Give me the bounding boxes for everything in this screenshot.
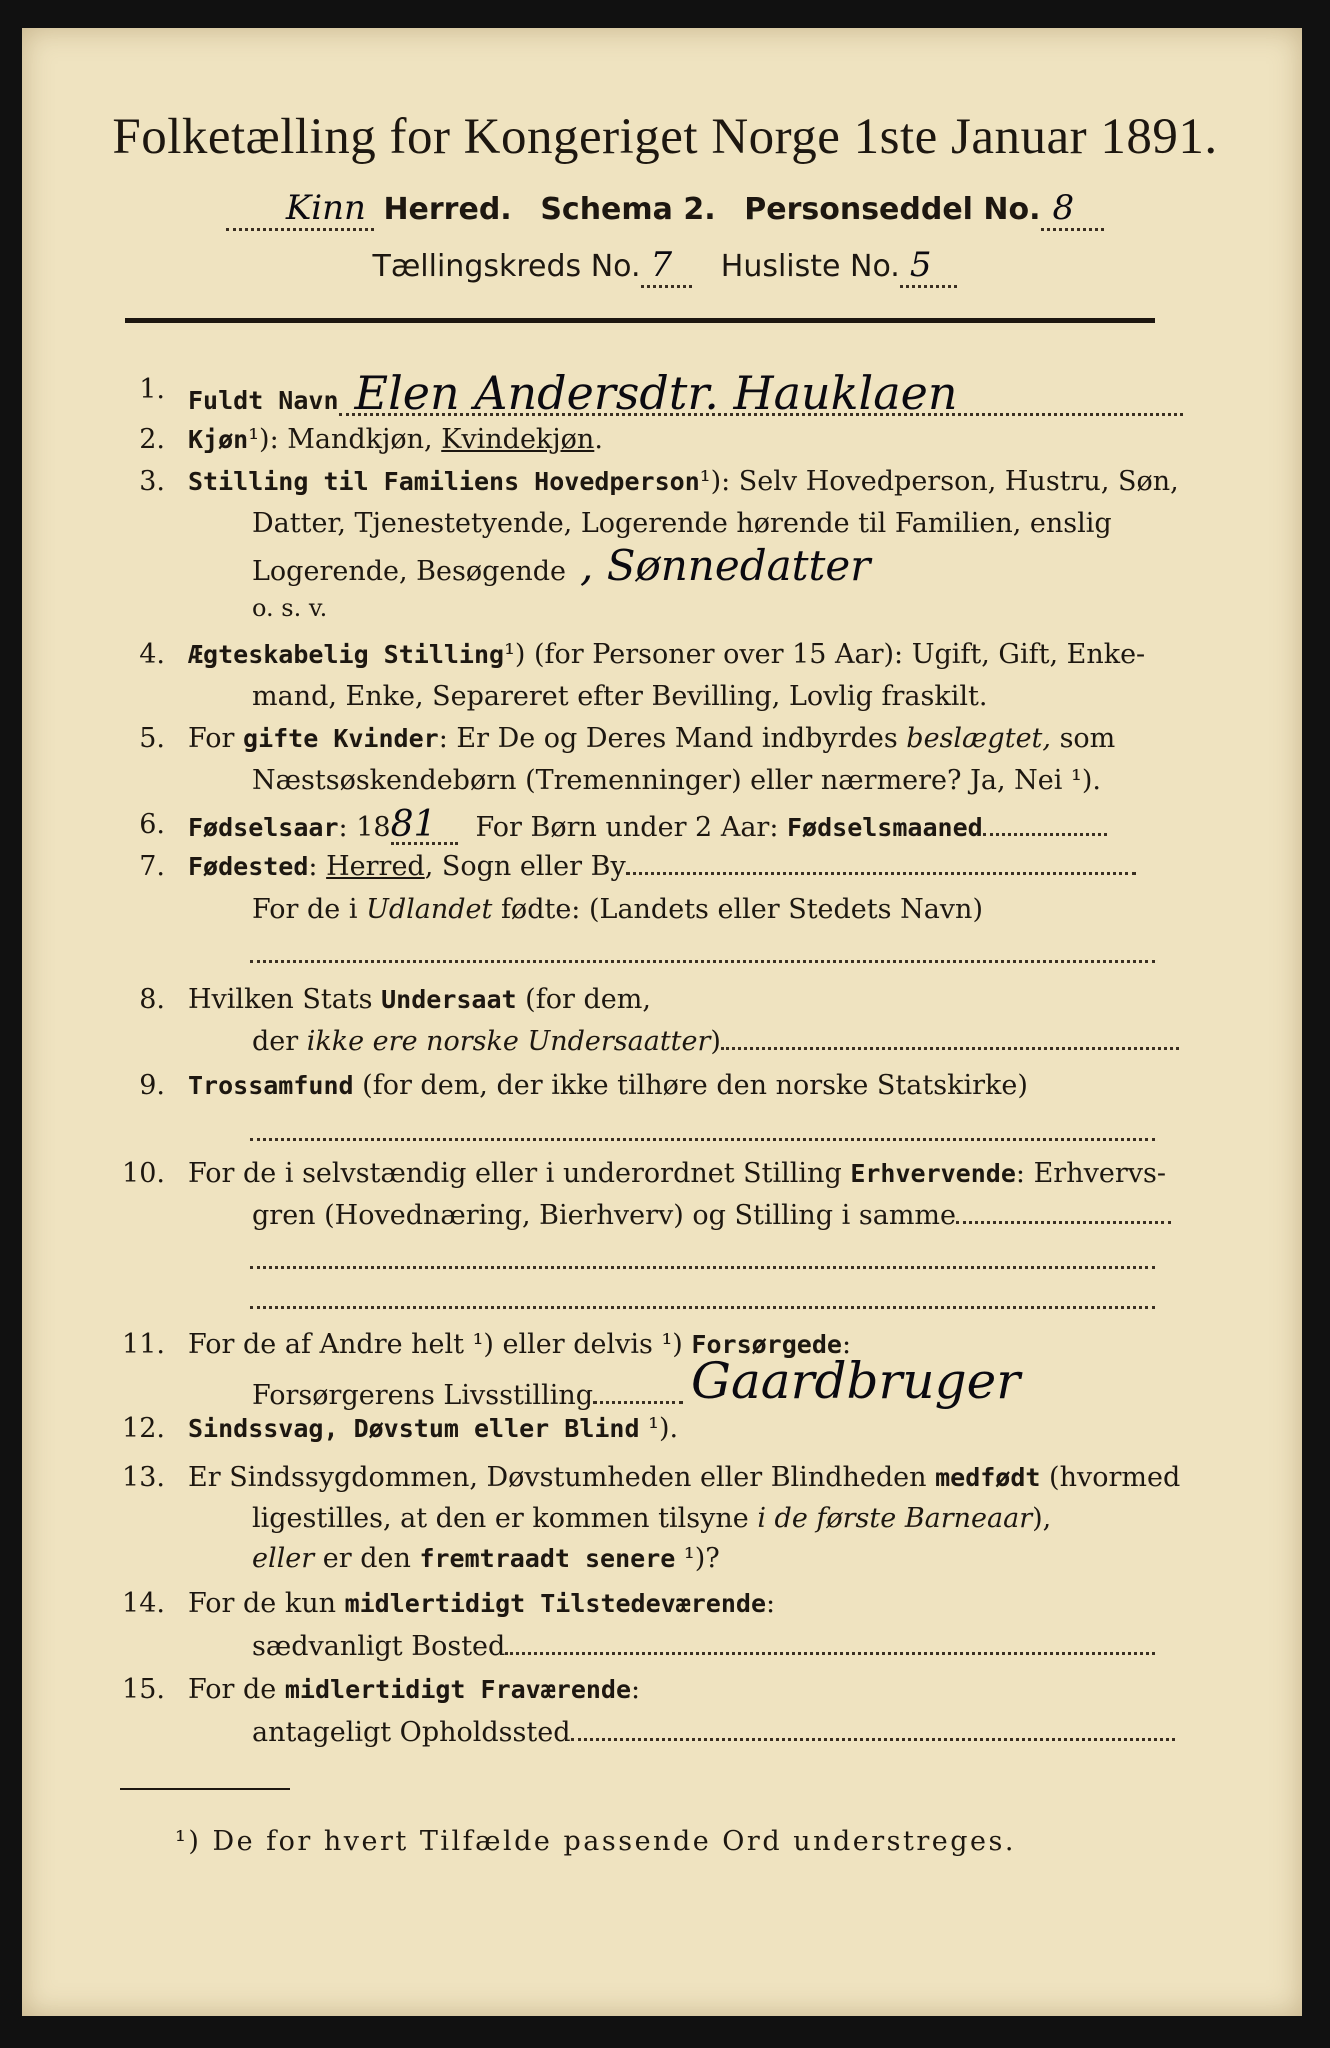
husliste-label: Husliste No. bbox=[720, 249, 900, 284]
q3-value: , Sønnedatter bbox=[580, 541, 871, 590]
q11-number: 11. bbox=[122, 1329, 165, 1360]
q13-label2: fremtraadt senere bbox=[419, 1544, 676, 1573]
q8-row-2 bbox=[252, 1025, 1179, 1059]
q7-text-2b: fødte: (Landets eller Stedets Navn) bbox=[492, 894, 983, 925]
q7-text-b: , Sogn eller By bbox=[424, 851, 626, 882]
q14-text-b: : bbox=[766, 1588, 776, 1619]
q14-row-2 bbox=[252, 1630, 1155, 1664]
personseddel-label: Personseddel No. bbox=[744, 192, 1041, 227]
q10-field bbox=[956, 1221, 1171, 1224]
q15-text-a: For de bbox=[188, 1674, 285, 1705]
q6-text: For Børn under 2 Aar: bbox=[475, 812, 787, 843]
q11-field-lead bbox=[593, 1401, 683, 1404]
footnote: ¹) De for hvert Tilfælde passende Ord understreges. bbox=[175, 1826, 1016, 1857]
q6-row bbox=[188, 804, 1107, 845]
q5-text-1b: som bbox=[1050, 723, 1116, 754]
q5-text-2: Næstsøskendebørn (Tremenninger) eller nærmere? Ja, Nei ¹). bbox=[252, 765, 1101, 796]
q6-month-field bbox=[983, 833, 1107, 836]
q15-row-1 bbox=[188, 1673, 640, 1707]
q3-label: Stilling til Familiens Hovedperson bbox=[188, 467, 700, 496]
q12-label: Sindssvag, Døvstum eller Blind bbox=[188, 1414, 640, 1443]
q7-label: Fødested bbox=[188, 852, 309, 881]
q7-number: 7. bbox=[139, 851, 165, 882]
q8-number: 8. bbox=[139, 984, 165, 1015]
q6-number: 6. bbox=[139, 809, 165, 840]
q3-text-4: o. s. v. bbox=[252, 594, 328, 622]
q3-text-1: ¹): Selv Hovedperson, Hustru, Søn, bbox=[699, 466, 1179, 497]
q10-blank-line-1 bbox=[250, 1266, 1155, 1269]
q13-number: 13. bbox=[122, 1462, 165, 1493]
schema-label: Schema 2. bbox=[540, 192, 716, 227]
q12-text: ¹). bbox=[639, 1413, 679, 1444]
q10-blank-line-2 bbox=[250, 1306, 1155, 1309]
q4-text-1: ¹) (for Personer over 15 Aar): Ugift, Gift, Enke- bbox=[504, 639, 1146, 670]
herred-label: Herred. bbox=[383, 192, 512, 227]
q14-field bbox=[505, 1652, 1155, 1655]
q6-label: Fødselsaar bbox=[188, 813, 339, 842]
q3-text-3: Logerende, Besøgende bbox=[252, 556, 566, 587]
q9-row-1 bbox=[188, 1069, 1028, 1103]
q10-row-1 bbox=[188, 1157, 1166, 1191]
q11-text-2: Forsørgerens Livsstilling bbox=[252, 1380, 594, 1411]
q13-text-3a: er den bbox=[314, 1543, 420, 1574]
q7-row-2 bbox=[252, 893, 983, 927]
q1-label: Fuldt Navn bbox=[188, 386, 339, 415]
q2-label: Kjøn bbox=[188, 425, 249, 454]
q11-row-2 bbox=[252, 1352, 1021, 1413]
q7-italic: Udlandet bbox=[366, 894, 493, 925]
q5-row-1 bbox=[188, 722, 1115, 756]
q10-label: Erhvervende bbox=[850, 1159, 1016, 1188]
q4-label: Ægteskabelig Stilling bbox=[188, 640, 505, 669]
q13-text-1b: (hvormed bbox=[1040, 1462, 1181, 1493]
q6-label2: Fødselsmaaned bbox=[787, 813, 983, 842]
q11-provider-value: Gaardbruger bbox=[691, 1352, 1021, 1410]
q2-text: ¹): Mandkjøn, bbox=[248, 424, 442, 455]
q8-label: Undersaat bbox=[381, 985, 517, 1014]
q7-text-2a: For de i bbox=[252, 894, 367, 925]
q10-text-b: : Erhvervs- bbox=[1015, 1158, 1166, 1189]
q2-number: 2. bbox=[139, 424, 165, 455]
q9-text: (for dem, der ikke tilhøre den norske Statskirke) bbox=[353, 1070, 1028, 1101]
q8-row-1 bbox=[188, 983, 651, 1017]
q3-row-3 bbox=[252, 541, 871, 590]
q10-row-2 bbox=[252, 1199, 1171, 1233]
q13-text-2b: ), bbox=[1032, 1503, 1052, 1534]
q13-row-3 bbox=[252, 1542, 720, 1576]
q2-row bbox=[188, 423, 603, 457]
q5-label: gifte Kvinder bbox=[243, 724, 439, 753]
q6-prefix: : 18 bbox=[338, 812, 391, 843]
q13-text-1a: Er Sindssygdommen, Døvstumheden eller Blindheden bbox=[188, 1462, 936, 1493]
q13-text-2a: ligestilles, at den er kommen tilsyne bbox=[252, 1503, 758, 1534]
q7-text-a: : bbox=[308, 851, 327, 882]
q3-row-1 bbox=[188, 465, 1179, 499]
q15-field bbox=[571, 1738, 1175, 1741]
husliste-value: 5 bbox=[900, 245, 958, 288]
q4-number: 4. bbox=[139, 639, 165, 670]
footnote-rule bbox=[120, 1788, 290, 1790]
q8-text-2a: der bbox=[252, 1026, 307, 1057]
krets-label: Tællingskreds No. bbox=[372, 249, 641, 284]
q11-label: Forsørgede bbox=[691, 1330, 842, 1359]
q15-text-2: antageligt Opholdssted bbox=[252, 1717, 571, 1748]
header-line-1 bbox=[0, 188, 1330, 231]
q2-kvindekjon: Kvindekjøn bbox=[441, 424, 595, 455]
q14-number: 14. bbox=[122, 1588, 165, 1619]
q10-number: 10. bbox=[122, 1158, 165, 1189]
q15-row-2 bbox=[252, 1716, 1175, 1750]
herred-value: Kinn bbox=[226, 188, 374, 231]
personseddel-value: 8 bbox=[1041, 188, 1105, 231]
q11-text-a: For de af Andre helt ¹) eller delvis ¹) bbox=[188, 1329, 692, 1360]
q13-label: medfødt bbox=[935, 1463, 1041, 1492]
q5-number: 5. bbox=[139, 723, 165, 754]
krets-value: 7 bbox=[641, 245, 693, 288]
q9-blank-line bbox=[250, 1138, 1155, 1141]
q15-number: 15. bbox=[122, 1674, 165, 1705]
q12-number: 12. bbox=[122, 1413, 165, 1444]
q15-text-b: : bbox=[631, 1674, 641, 1705]
q8-italic: ikke ere norske Undersaatter bbox=[306, 1026, 711, 1057]
q14-text-2: sædvanligt Bosted bbox=[252, 1631, 506, 1662]
form-title: Folketælling for Kongeriget Norge 1ste Januar 1891. bbox=[112, 109, 1218, 165]
header-line-2 bbox=[0, 245, 1330, 288]
q1-number: 1. bbox=[139, 374, 165, 405]
q9-label: Trossamfund bbox=[188, 1071, 354, 1100]
q12-row bbox=[188, 1412, 678, 1446]
q3-number: 3. bbox=[139, 466, 165, 497]
q1-name-value: Elen Andersdtr. Hauklaen bbox=[339, 373, 1183, 416]
q10-text-a: For de i selvstændig eller i underordnet Stilling bbox=[188, 1158, 851, 1189]
q7-blank-line bbox=[250, 960, 1155, 963]
q14-label: midlertidigt Tilstedeværende bbox=[344, 1589, 767, 1618]
q8-text-2b: ) bbox=[710, 1026, 721, 1057]
q14-row-1 bbox=[188, 1587, 775, 1621]
q7-field bbox=[626, 872, 1136, 875]
q13-row-2 bbox=[252, 1502, 1051, 1536]
q1-row bbox=[188, 366, 1183, 420]
header-rule bbox=[125, 318, 1155, 323]
q6-birth-year-value: 81 bbox=[391, 808, 459, 845]
q5-italic: beslægtet, bbox=[906, 723, 1051, 754]
q13-row-1 bbox=[188, 1461, 1180, 1495]
q8-text-b: (for dem, bbox=[516, 984, 651, 1015]
q10-text-2: gren (Hovednæring, Bierhverv) og Stilling i samme bbox=[252, 1200, 957, 1231]
q13-italic: i de første Barneaar bbox=[757, 1503, 1033, 1534]
q14-text-a: For de kun bbox=[188, 1588, 345, 1619]
q8-field bbox=[721, 1047, 1179, 1050]
q13-italic2: eller bbox=[252, 1543, 315, 1574]
q7-row-1 bbox=[188, 850, 1136, 884]
q4-text-2: mand, Enke, Separeret efter Bevilling, Lovlig fraskilt. bbox=[252, 681, 988, 712]
q2-text-end: . bbox=[594, 424, 603, 455]
q4-row-1 bbox=[188, 638, 1145, 672]
q7-herred-underlined: Herred bbox=[326, 851, 425, 882]
q13-text-3b: ¹)? bbox=[675, 1543, 720, 1574]
q15-label: midlertidigt Fraværende bbox=[284, 1675, 632, 1704]
q5-text-1: : Er De og Deres Mand indbyrdes bbox=[438, 723, 907, 754]
q11-text-b: : bbox=[841, 1329, 852, 1360]
q5-text-a: For bbox=[188, 723, 244, 754]
q9-number: 9. bbox=[139, 1070, 165, 1101]
q8-text-a: Hvilken Stats bbox=[188, 984, 382, 1015]
q3-text-2: Datter, Tjenestetyende, Logerende hørende til Familien, enslig bbox=[252, 508, 1112, 539]
